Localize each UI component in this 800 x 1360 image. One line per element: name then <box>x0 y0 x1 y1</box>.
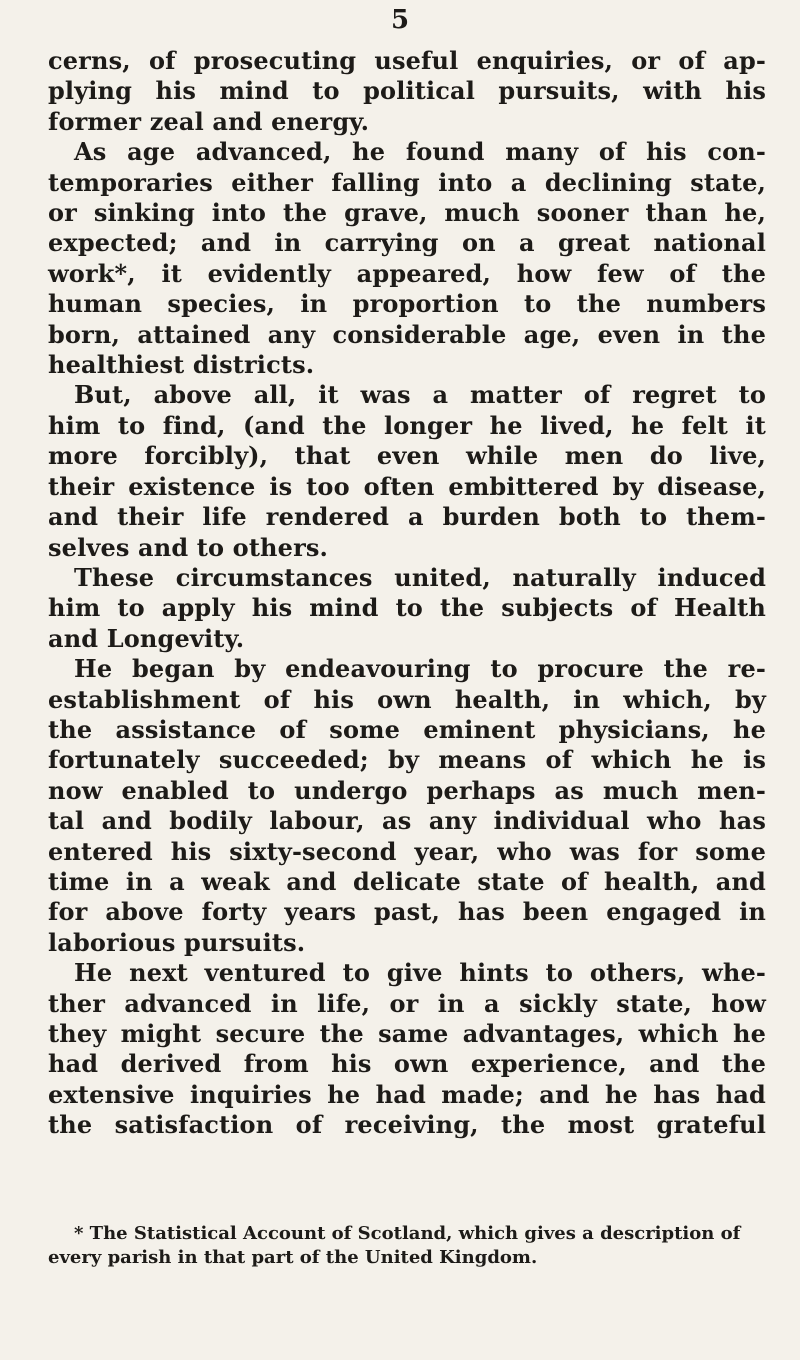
text-line: laborious pursuits. <box>48 927 306 957</box>
text-line: temporaries either falling into a declining state, <box>48 167 766 197</box>
text-line: and Longevity. <box>48 623 245 653</box>
text-line: their existence is too often embittered by disease, <box>48 471 766 501</box>
text-line: had derived from his own experience, and the <box>48 1049 766 1079</box>
text-line: him to find, (and the longer he lived, he felt it <box>48 410 766 440</box>
footnote <box>48 1222 766 1270</box>
text-line: they might secure the same advantages, which he <box>48 1019 766 1048</box>
text-line: But, above all, it was a matter of regret to <box>74 380 766 410</box>
text-line: entered his sixty-second year, who was for some <box>48 836 766 866</box>
text-line: more forcibly), that even while men do live, <box>48 441 766 471</box>
text-line: now enabled to undergo perhaps as much men- <box>48 775 766 805</box>
text-line: tal and bodily labour, as any individual who has <box>48 806 766 836</box>
text-line: and their life rendered a burden both to them- <box>48 502 766 532</box>
text-line: human species, in proportion to the numbers <box>48 289 766 319</box>
paragraph <box>48 380 766 562</box>
text-line: He next ventured to give hints to others, whe- <box>74 958 766 988</box>
text-line: for above forty years past, has been engaged in <box>48 897 766 927</box>
paragraph <box>48 654 766 958</box>
body-text <box>48 46 766 1141</box>
footnote-line: every parish in that part of the United Kingdom. <box>48 1247 538 1268</box>
paragraph <box>48 563 766 654</box>
paragraph <box>48 46 766 137</box>
text-line: As age advanced, he found many of his con- <box>74 137 766 167</box>
text-line: expected; and in carrying on a great national <box>48 228 766 258</box>
text-line: work*, it evidently appeared, how few of the <box>48 258 766 288</box>
text-line: the satisfaction of receiving, the most grateful <box>48 1110 766 1140</box>
text-line: extensive inquiries he had made; and he has had <box>48 1079 766 1109</box>
text-line: These circumstances united, naturally induced <box>74 562 766 592</box>
text-line: fortunately succeeded; by means of which he is <box>48 745 766 775</box>
text-line: cerns, of prosecuting useful enquiries, or of ap- <box>48 46 766 75</box>
text-line: ther advanced in life, or in a sickly state, how <box>48 988 766 1018</box>
paragraph <box>48 958 766 1140</box>
text-line: He began by endeavouring to procure the re- <box>74 654 766 684</box>
text-line: him to apply his mind to the subjects of Health <box>48 593 766 623</box>
paragraph <box>48 137 766 380</box>
text-line: establishment of his own health, in which, by <box>48 684 766 714</box>
text-line: or sinking into the grave, much sooner than he, <box>48 198 766 228</box>
page-number: 5 <box>390 5 410 35</box>
text-line: plying his mind to political pursuits, with his <box>48 76 766 106</box>
text-line: born, attained any considerable age, even in the <box>48 319 766 349</box>
text-line: former zeal and energy. <box>48 106 370 136</box>
text-line: selves and to others. <box>48 532 329 562</box>
text-line: time in a weak and delicate state of health, and <box>48 866 766 896</box>
text-line: the assistance of some eminent physicians, he <box>48 714 766 744</box>
footnote-line: * The Statistical Account of Scotland, which gives a description of <box>74 1223 741 1244</box>
text-line: healthiest districts. <box>48 350 315 380</box>
